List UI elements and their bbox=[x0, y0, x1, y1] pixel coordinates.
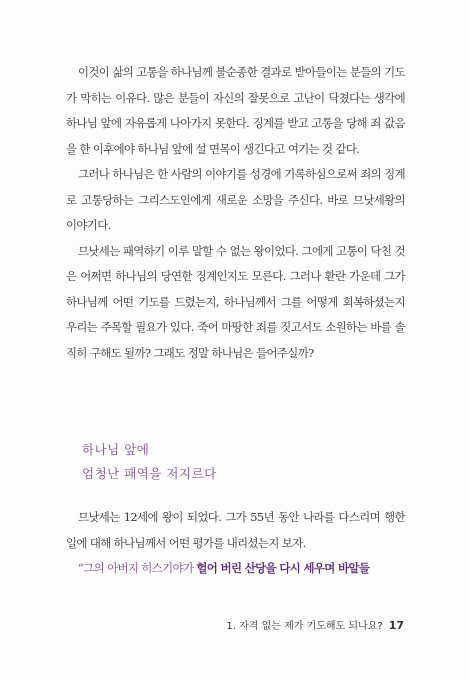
paragraph-4: 므낫세는 12세에 왕이 되었다. 그가 55년 동안 나라를 다스리며 행한 일에 대해 하나님께서 어떤 평가를 내리셨는지 보자. bbox=[66, 510, 405, 550]
quote-line bbox=[66, 556, 405, 582]
paragraph-2: 그러나 하나님은 한 사람의 이야기를 성경에 기록하심으로써 죄의 징계로 고통당하는 그리스도인에게 새로운 소망을 주신다. 바로 므낫세왕의 이야기다. bbox=[66, 167, 405, 232]
quote-bold: 헐어 버린 산당을 다시 세우며 바알들 bbox=[196, 561, 370, 575]
page-number: 17 bbox=[388, 619, 404, 632]
paragraph-1: 이것이 삶의 고통을 하나님께 불순종한 결과로 받아들이는 분들의 기도가 막히는 이유다. 많은 분들이 자신의 잘못으로 고난이 닥쳤다는 생각에 하나님 앞에 자유롭게 나아가지 못한다. 징계를 받고 고통을 당해 죄 값음을 한 이후에야 하나님 앞에 설 면목이 생긴다고 여기는 것 같다. bbox=[66, 65, 405, 156]
main-text bbox=[66, 60, 405, 366]
subheading-line-1: 하나님 앞에 bbox=[82, 442, 150, 457]
subheading-line-2: 엄청난 패역을 저지르다 bbox=[82, 466, 217, 481]
section-text bbox=[66, 505, 405, 582]
chapter-title: 1. 자격 없는 제가 기도해도 되나요? bbox=[226, 621, 383, 632]
page-footer bbox=[226, 617, 404, 632]
quote-normal: “그의 아버지 히스기야가 bbox=[78, 561, 197, 575]
paragraph-3: 므낫세는 패역하기 이루 말할 수 없는 왕이었다. 그에게 고통이 닥친 것은 어쩌면 하나님의 당연한 징계인지도 모른다. 그러나 환란 가운데 그가 하나님께 어떤 기도를 드렸는지, 하나님께서 그를 어떻게 회복하셨는지 우리는 주목할 필요가 있다. 죽어 마땅한 죄를 짓고서도 소원하는 바를 솔직히 구해도 될까? 그래도 정말 하나님은 들어주실까? bbox=[66, 243, 405, 360]
